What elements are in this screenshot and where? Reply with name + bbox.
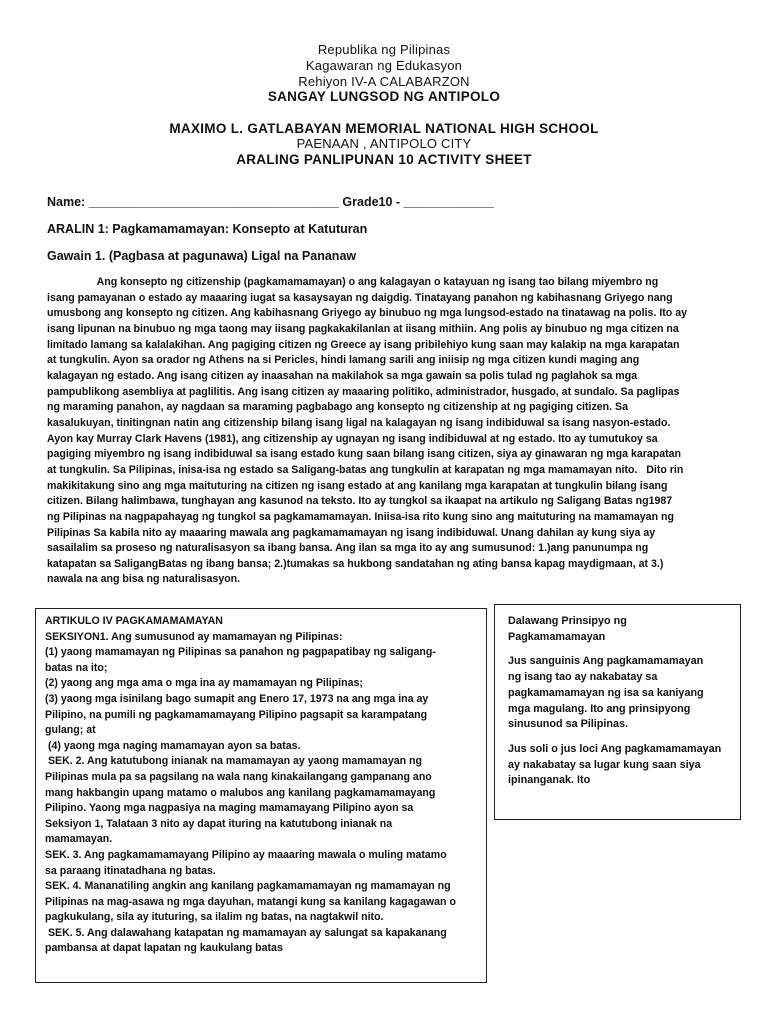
header-sheet-title: ARALING PANLIPUNAN 10 ACTIVITY SHEET: [236, 152, 532, 167]
artikulo-line: (1) yaong mamamayan ng Pilipinas sa panahon ng pagpapatibay ng saligang-: [45, 646, 436, 659]
paragraph-line: umusbong ang konsepto ng citizen. Ang kabihasnang Griyego ay binubuo ng mga lungsod-estado na tinatawag na polis. Ito ay: [47, 307, 687, 320]
artikulo-line: pambansa at dapat lapatan ng kaukulang batas: [45, 942, 283, 955]
jus-soli-line: ay nakabatay sa lugar kung saan siya: [508, 758, 701, 771]
paragraph-line: Ayon kay Murray Clark Havens (1981), ang citizenship ay ugnayan ng isang indibiduwal at ng estado. Ito ay tumutukoy sa: [47, 432, 658, 445]
artikulo-line: batas na ito;: [45, 661, 108, 674]
paragraph-line: Ang konsepto ng citizenship (pagkamamamayan) o ang kalagayan o katayuan ng isang tao bilang miyembro ng: [47, 276, 659, 288]
paragraph-line: at tungkulin. Ayon sa orador ng Athens na si Pericles, hindi lamang sarili ang iniisip ng mga citizen kundi maging ang: [47, 354, 640, 367]
header-school-address: PAENAAN , ANTIPOLO CITY: [296, 136, 472, 151]
jus-sanguinis-line: pagkamamamayan ng isa sa kaniyang: [508, 686, 704, 699]
artikulo-line: Pilipino. Yaong mga nagpasiya na maging mamamayang Pilipino ayon sa: [45, 802, 414, 815]
artikulo-line: (4) yaong mga naging mamamayan ayon sa batas.: [45, 739, 301, 752]
artikulo-line: SEK. 2. Ang katutubong inianak na mamamayan ay yaong mamamayan ng: [45, 755, 422, 768]
artikulo-line: (3) yaong mga isinilang bago sumapit ang Enero 17, 1973 na ang mga ina ay: [45, 692, 429, 705]
paragraph-line: at tungkulin. Sa Pilipinas, inisa-isa ng estado sa Saligang-batas ang tungkulin at karapatan ng mga mamamayan nito. Dito rin: [47, 463, 684, 476]
paragraph-line: Pilipinas Sa kabila nito ay maaaring mawala ang pagkamamamayan ng isang indibiduwal. Unang dahilan ay kung siya ay: [47, 526, 656, 539]
artikulo-line: mamamayan.: [45, 833, 113, 846]
artikulo-line: Pilipinas mula pa sa pagsilang na wala nang kinakailangang gampanang ano: [45, 770, 432, 783]
artikulo-line: ARTIKULO IV PAGKAMAMAMAYAN: [45, 615, 223, 627]
paragraph-line: ng Pilipinas na nagpapahayag ng tungkol sa pagkamamamayan. Iniisa-isa rito kung sino ang maituturing na mamamayan ng: [47, 510, 674, 523]
prinsipyo-box: [494, 604, 741, 820]
prinsipyo-title: [508, 614, 740, 645]
paragraph-line: pagiging miyembro ng isang indibiduwal sa isang estado kung saan bilang isang citizen, siya ay ginawaran ng mga karapatan: [47, 448, 682, 461]
jus-sanguinis-line: mga magulang. Ito ang prinsipyong: [508, 702, 691, 715]
jus-sanguinis-line: Jus sanguinis Ang pagkamamamayan: [508, 655, 704, 668]
artikulo-line: Pilipinas na mag-asawa ng mga dayuhan, matangi kung sa kanilang kagagawan o: [45, 895, 456, 908]
reading-paragraph: [47, 275, 721, 588]
paragraph-line: pampublikong asembliya at paglilitis. Ang isang citizen ay maaaring politiko, administrador, husgado, at sundalo. Sa paglipas: [47, 385, 680, 398]
artikulo-iv-box: [35, 608, 487, 983]
jus-soli-line: Jus soli o jus loci Ang pagkamamamayan: [508, 742, 722, 755]
paragraph-line: kasalukuyan, tinitingnan natin ang citizenship bilang isang ligal na kalagayan ng isang indibiduwal sa isang nasyon-estado.: [47, 416, 671, 429]
artikulo-line: SEK. 3. Ang pagkamamamayang Pilipino ay maaaring mawala o muling matamo: [45, 848, 447, 861]
paragraph-line: sasailalim sa proseso ng naturalisasyon sa ibang bansa. Ang ilan sa mga ito ay ang sumusunod: 1.)ang panunumpa ng: [47, 542, 649, 555]
paragraph-line: nawala na ang bisa ng naturalisasyon.: [47, 573, 241, 586]
gawain-title: Gawain 1. (Pagbasa at pagunawa) Ligal na Pananaw: [47, 249, 357, 263]
paragraph-line: katapatan sa SaligangBatas ng ibang bansa; 2.)tumakas sa hukbong sandatahan ng ating bansa kapag maydigmaan, at 3.): [47, 557, 664, 570]
prinsipyo-title-line: Dalawang Prinsipyo ng: [508, 615, 627, 627]
header-department: Kagawaran ng Edukasyon: [305, 58, 463, 73]
name-grade-line: Name: ____________________________________ Grade10 - _____________: [47, 195, 494, 209]
header-region: Rehiyon IV-A CALABARZON: [298, 74, 470, 89]
header-school-name: MAXIMO L. GATLABAYAN MEMORIAL NATIONAL HIGH SCHOOL: [169, 121, 599, 136]
artikulo-line: Seksiyon 1, Talataan 3 nito ay dapat ituring na katutubong inianak na: [45, 817, 393, 830]
aralin-title: ARALIN 1: Pagkamamamayan: Konsepto at Katuturan: [47, 222, 368, 236]
artikulo-line: (2) yaong ang mga ama o mga ina ay mamamayan ng Pilipinas;: [45, 677, 363, 690]
paragraph-line: makikitakung sino ang mga maituturing na citizen ng isang estado at ang kanilang mga karapatan at tungkulin bilang isang: [47, 479, 668, 492]
artikulo-line: mang hakbangin upang matamo o malubos ang kanilang pagkamamamayang: [45, 786, 436, 799]
artikulo-line: Pilipino, na pumili ng pagkamamamayang Pilipino pagsapit sa karampatang: [45, 708, 428, 721]
artikulo-line: pagkukulang, sila ay ituturing, sa ilalim ng batas, na nagtakwil nito.: [45, 911, 384, 924]
paragraph-line: kalagayan ng estado. Ang isang citizen ay inaasahan na makilahok sa mga gawain sa polis tulad ng paglahok sa mga: [47, 369, 638, 382]
artikulo-line: sa paraang itinatadhana ng batas.: [45, 864, 216, 877]
jus-soli-line: ipinanganak. Ito: [508, 774, 591, 787]
paragraph-line: isang pamayanan o estado ay maaaring iugat sa kasaysayan ng daigdig. Tinatayang panahon ng kabihasnang Griyego nang: [47, 291, 673, 304]
jus-soli-text: [508, 742, 740, 789]
artikulo-line: gulang; at: [45, 724, 96, 737]
artikulo-line: SEKSIYON1. Ang sumusunod ay mamamayan ng Pilipinas:: [45, 630, 343, 643]
jus-sanguinis-text: [508, 654, 740, 733]
prinsipyo-title-line: Pagkamamamayan: [508, 630, 606, 643]
jus-sanguinis-line: ng isang tao ay nakabatay sa: [508, 671, 658, 684]
jus-sanguinis-line: sinusunod sa Pilipinas.: [508, 718, 628, 731]
paragraph-line: limitado lamang sa kalalakihan. Ang pagiging citizen ng Greece ay isang pribilehiyo kung saan may kalakip na mga karapatan: [47, 338, 680, 351]
artikulo-line: SEK. 4. Mananatiling angkin ang kanilang pagkamamamayan ng mamamayan ng: [45, 880, 451, 893]
paragraph-line: isang lipunan na binubuo ng mga taong may iisang pagkakakilanlan at iisang mithiin. Ang polis ay binubuo ng mga citizen na: [47, 322, 679, 335]
paragraph-line: ng maraming panahon, ay nagdaan sa maraming pagbabago ang konsepto ng citizenship at ng pagiging citizen. Sa: [47, 401, 628, 414]
header-republic: Republika ng Pilipinas: [317, 42, 451, 57]
paragraph-line: citizen. Bilang halimbawa, tunghayan ang kasunod na teksto. Ito ay tungkol sa ikaapat na artikulo ng Saligang Batas ng1987: [47, 495, 673, 508]
header-division: SANGAY LUNGSOD NG ANTIPOLO: [267, 89, 501, 104]
artikulo-line: SEK. 5. Ang dalawahang katapatan ng mamamayan ay salungat sa kapakanang: [45, 926, 447, 939]
